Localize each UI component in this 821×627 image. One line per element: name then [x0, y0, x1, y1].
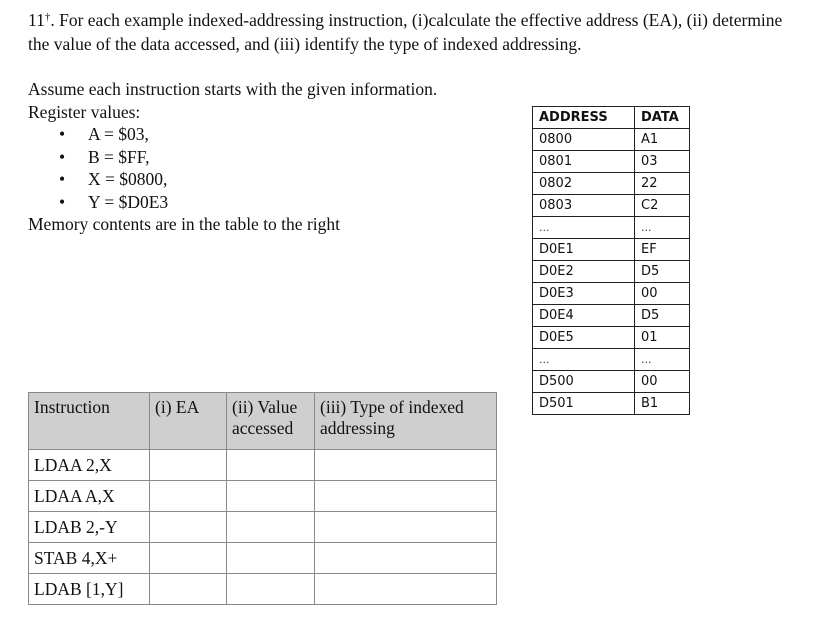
bullet-icon: • — [59, 124, 66, 144]
question-body: . For each example indexed-addressing instruction, (i)calculate the effective address (EA), (ii) determine the value of the data accessed, and (iii) identify the type of indexed addressing. — [28, 10, 783, 54]
address-cell: 0803 — [533, 195, 635, 217]
memory-gap-row — [533, 349, 690, 371]
question-text — [28, 8, 808, 56]
register-item: • X = $0800, — [59, 169, 168, 189]
data-cell: 00 — [635, 371, 690, 393]
data-cell: A1 — [635, 129, 690, 151]
type-answer-cell[interactable] — [315, 574, 497, 605]
memory-row — [533, 305, 690, 327]
address-header: ADDRESS — [533, 107, 635, 129]
memory-gap-row — [533, 217, 690, 239]
ea-answer-cell[interactable] — [150, 512, 227, 543]
data-cell: C2 — [635, 195, 690, 217]
address-cell: D500 — [533, 371, 635, 393]
registers-heading: Register values: — [28, 101, 141, 122]
memory-row — [533, 239, 690, 261]
ea-header: (i) EA — [150, 393, 227, 450]
ellipsis-cell: ... — [533, 349, 635, 371]
instruction-cell: LDAB 2,-Y — [29, 512, 150, 543]
register-list — [28, 123, 508, 213]
memory-row — [533, 327, 690, 349]
address-cell: 0801 — [533, 151, 635, 173]
memory-row — [533, 393, 690, 415]
data-cell: D5 — [635, 261, 690, 283]
data-cell: 01 — [635, 327, 690, 349]
instruction-cell: STAB 4,X+ — [29, 543, 150, 574]
data-cell: 22 — [635, 173, 690, 195]
answer-header-row — [29, 393, 497, 450]
register-item: • A = $03, — [59, 124, 149, 144]
type-answer-cell[interactable] — [315, 450, 497, 481]
data-cell: 03 — [635, 151, 690, 173]
register-item: • Y = $D0E3 — [59, 191, 169, 212]
ea-answer-cell[interactable] — [150, 481, 227, 512]
address-cell: 0802 — [533, 173, 635, 195]
value-answer-cell[interactable] — [227, 481, 315, 512]
memory-note: Memory contents are in the table to the right — [28, 214, 340, 234]
ea-answer-cell[interactable] — [150, 450, 227, 481]
memory-header-row — [533, 107, 690, 129]
memory-row — [533, 261, 690, 283]
address-cell: D0E4 — [533, 305, 635, 327]
bullet-icon: • — [59, 191, 66, 212]
table-row — [29, 481, 497, 512]
ea-answer-cell[interactable] — [150, 574, 227, 605]
question-marker: † — [44, 11, 51, 23]
address-cell: D0E3 — [533, 283, 635, 305]
ellipsis-cell: ... — [635, 349, 690, 371]
memory-row — [533, 195, 690, 217]
type-answer-cell[interactable] — [315, 543, 497, 574]
register-item: • B = $FF, — [59, 146, 150, 167]
answer-table — [28, 392, 497, 605]
value-answer-cell[interactable] — [227, 450, 315, 481]
instruction-header: Instruction — [29, 393, 150, 450]
type-header: (iii) Type of indexed addressing — [315, 393, 497, 450]
instruction-cell: LDAB [1,Y] — [29, 574, 150, 605]
memory-row — [533, 151, 690, 173]
value-answer-cell[interactable] — [227, 543, 315, 574]
instruction-cell: LDAA A,X — [29, 481, 150, 512]
table-row — [29, 450, 497, 481]
address-cell: D0E5 — [533, 327, 635, 349]
value-answer-cell[interactable] — [227, 574, 315, 605]
data-cell: EF — [635, 239, 690, 261]
type-answer-cell[interactable] — [315, 481, 497, 512]
question-number: 11 — [28, 10, 45, 30]
value-header: (ii) Value accessed — [227, 393, 315, 450]
value-answer-cell[interactable] — [227, 512, 315, 543]
address-cell: D501 — [533, 393, 635, 415]
memory-table — [532, 106, 690, 415]
data-cell: 00 — [635, 283, 690, 305]
memory-row — [533, 129, 690, 151]
memory-row — [533, 173, 690, 195]
table-row — [29, 574, 497, 605]
table-row — [29, 543, 497, 574]
data-header: DATA — [635, 107, 690, 129]
memory-row — [533, 371, 690, 393]
ellipsis-cell: ... — [533, 217, 635, 239]
instruction-cell: LDAA 2,X — [29, 450, 150, 481]
data-cell: D5 — [635, 305, 690, 327]
address-cell: D0E1 — [533, 239, 635, 261]
table-row — [29, 512, 497, 543]
bullet-icon: • — [59, 169, 66, 189]
data-cell: B1 — [635, 393, 690, 415]
type-answer-cell[interactable] — [315, 512, 497, 543]
memory-row — [533, 283, 690, 305]
address-cell: D0E2 — [533, 261, 635, 283]
ellipsis-cell: ... — [635, 217, 690, 239]
ea-answer-cell[interactable] — [150, 543, 227, 574]
bullet-icon: • — [59, 146, 66, 167]
address-cell: 0800 — [533, 129, 635, 151]
intro-block — [28, 78, 508, 236]
assume-text: Assume each instruction starts with the given information. — [28, 79, 438, 99]
